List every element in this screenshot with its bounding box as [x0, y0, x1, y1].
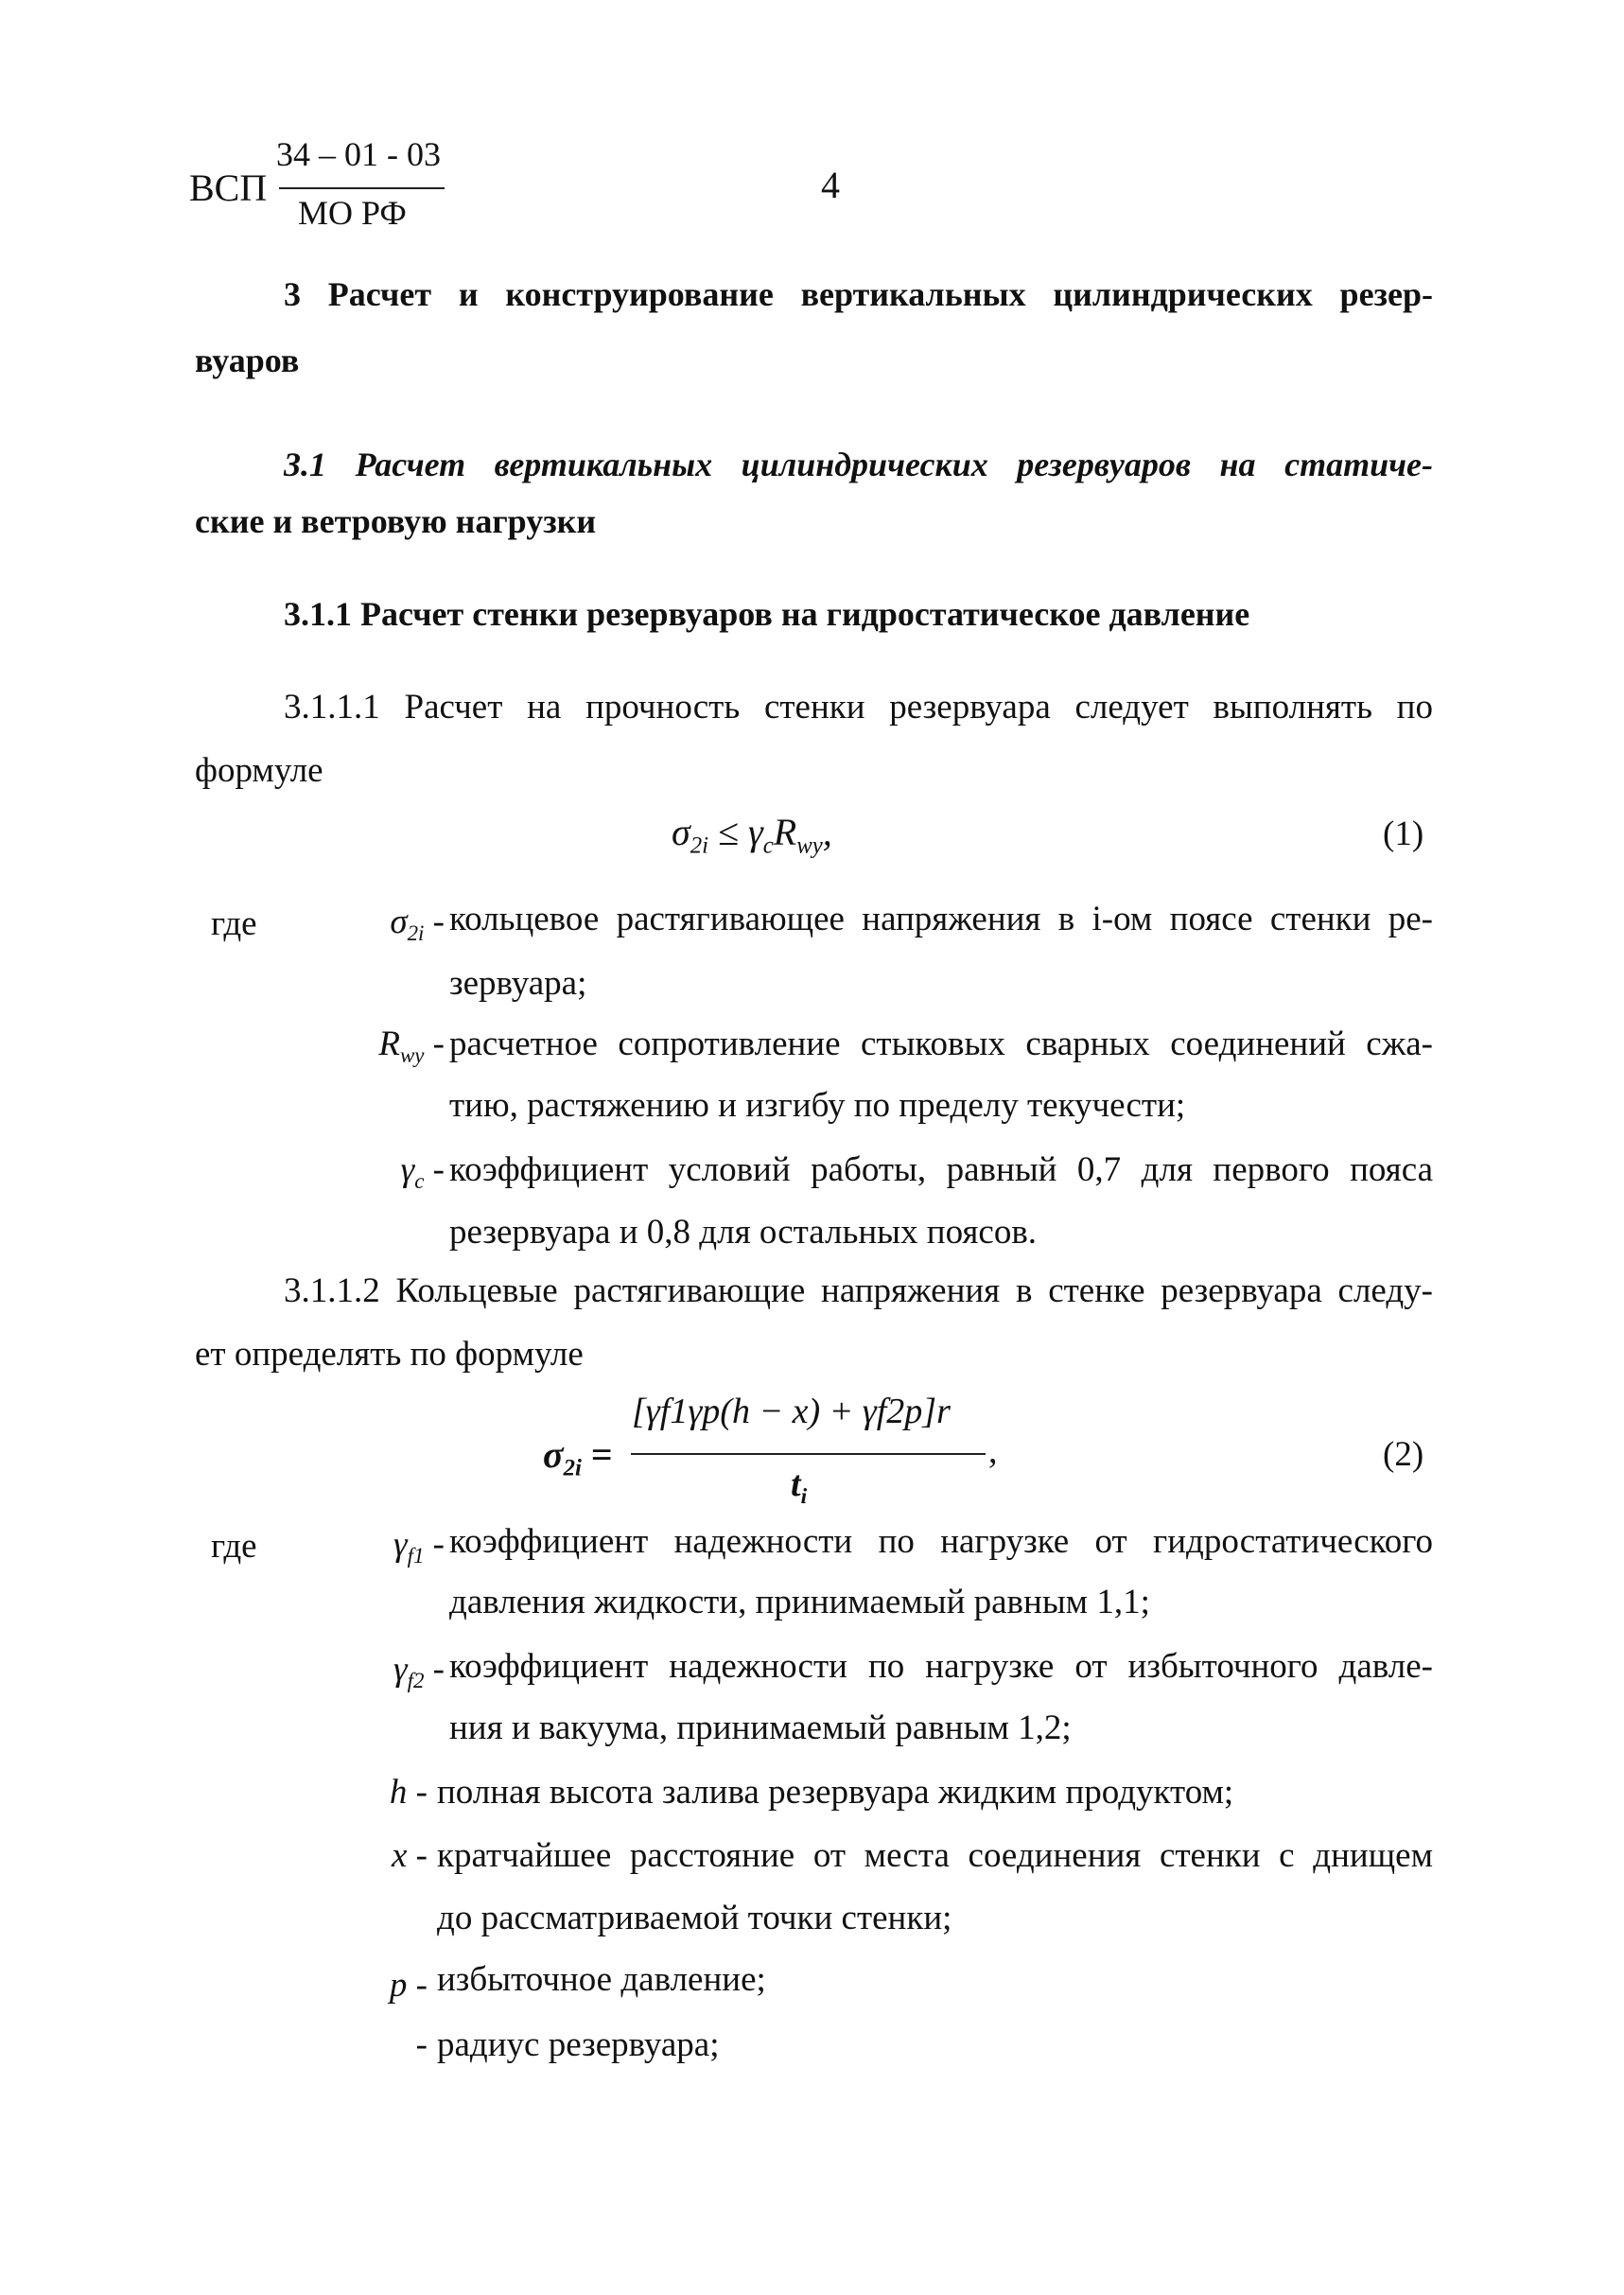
def-text-x: кратчайшее расстояние от места соединения стенки с днищем — [437, 1836, 1433, 1875]
def-symbol-p: p - — [389, 1966, 428, 2005]
paragraph-3-1-1-2-cont: ет определять по формуле — [195, 1335, 584, 1374]
paragraph-3-1-1-2: 3.1.1.2 Кольцевые растягивающие напряжения в стенке резервуара следу- — [284, 1271, 1433, 1310]
def-text-gamma-c-cont: резервуара и 0,8 для остальных поясов. — [449, 1213, 1038, 1252]
document-code-fraction-line — [279, 187, 445, 189]
def-text-gamma-f2: коэффициент надежности по нагрузке от избыточного давле- — [449, 1647, 1433, 1686]
formula-1-comma: , — [822, 811, 832, 853]
def-text-x-cont: до рассматриваемой точки стенки; — [437, 1899, 952, 1937]
section-3-1-heading-cont: ские и ветровую нагрузки — [195, 502, 597, 540]
section-3-heading: 3 Расчет и конструирование вертикальных цилиндрических резер- — [284, 275, 1433, 313]
def-text-r-wy-cont: тию, растяжению и изгибу по пределу текучести; — [449, 1086, 1186, 1125]
document-code-prefix: ВСП — [189, 166, 268, 209]
def-symbol-gamma-f1: $\gamma_{f1}$ - — [393, 1525, 445, 1568]
section-3-1-heading: 3.1 Расчет вертикальных цилиндрических резервуаров на статиче- — [284, 446, 1433, 483]
def-text-gamma-f2-cont: ния и вакуума, принимаемый равным 1,2; — [449, 1708, 1072, 1747]
formula-2-number: (2) — [1383, 1435, 1424, 1474]
page-number: 4 — [821, 164, 840, 206]
def-symbol-h: h - — [389, 1773, 428, 1812]
def-text-gamma-f1-cont: давления жидкости, принимаемый равным 1,1; — [449, 1583, 1150, 1621]
def-text-sigma-2i-cont: зервуара; — [449, 964, 587, 1003]
def-symbol-x: x - — [391, 1836, 428, 1875]
formula-1-le: ≤ — [708, 811, 748, 853]
formula-1-gamma-sub: c — [762, 832, 774, 859]
paragraph-3-1-1-1-cont: формуле — [195, 751, 323, 790]
def-symbol-sigma-2i: $\sigma_{2i}$ - — [390, 902, 445, 946]
formula-2-denominator: $t_i$ — [791, 1464, 808, 1510]
def-text-sigma-2i: кольцевое растягивающее напряжения в i-ом поясе стенки ре- — [449, 900, 1433, 938]
formula-1-number: (1) — [1383, 815, 1424, 853]
section-3-1-1-heading: 3.1.1 Расчет стенки резервуаров на гидростатическое давление — [284, 595, 1250, 633]
def-text-h: полная высота залива резервуара жидким продуктом; — [437, 1773, 1234, 1812]
def-text-p: избыточное давление; — [437, 1960, 766, 1999]
formula-1-r: R — [773, 811, 797, 853]
formula-1-sigma: σ — [672, 811, 690, 853]
formula-2-numerator: [γf1γp(h − x) + γf2p]r — [632, 1392, 951, 1431]
def-symbol-r-wy: $R_{wy}$ - — [378, 1025, 445, 1068]
formula-1-sigma-sub: 2i — [690, 832, 709, 859]
document-code-numerator: 34 – 01 - 03 — [276, 135, 441, 173]
def-symbol-gamma-c: $\gamma_c$ - — [400, 1150, 445, 1194]
where-label-2: где — [211, 1527, 257, 1566]
def-text-gamma-c: коэффициент условий работы, равный 0,7 для первого пояса — [449, 1150, 1433, 1189]
def-symbol-r: - — [415, 2025, 428, 2064]
formula-2-comma: , — [988, 1431, 998, 1471]
where-label-1: где — [211, 904, 257, 943]
document-code-denominator: МО РФ — [298, 194, 407, 232]
formula-1-gamma: γ — [747, 811, 763, 853]
formula-1 — [672, 810, 832, 860]
formula-1-r-sub: wy — [796, 832, 823, 859]
def-text-gamma-f1: коэффициент надежности по нагрузке от гидростатического — [449, 1522, 1433, 1561]
formula-2-lhs: $\sigma_{2i}$ = — [543, 1433, 613, 1481]
def-symbol-gamma-f2: $\gamma_{f2}$ - — [393, 1650, 445, 1693]
def-text-r: радиус резервуара; — [437, 2025, 720, 2064]
section-3-heading-cont: вуаров — [195, 342, 300, 379]
def-text-r-wy: расчетное сопротивление стыковых сварных соединений сжа- — [449, 1025, 1433, 1063]
formula-2-fraction-line — [631, 1453, 986, 1455]
paragraph-3-1-1-1: 3.1.1.1 Расчет на прочность стенки резервуара следует выполнять по — [284, 688, 1433, 727]
